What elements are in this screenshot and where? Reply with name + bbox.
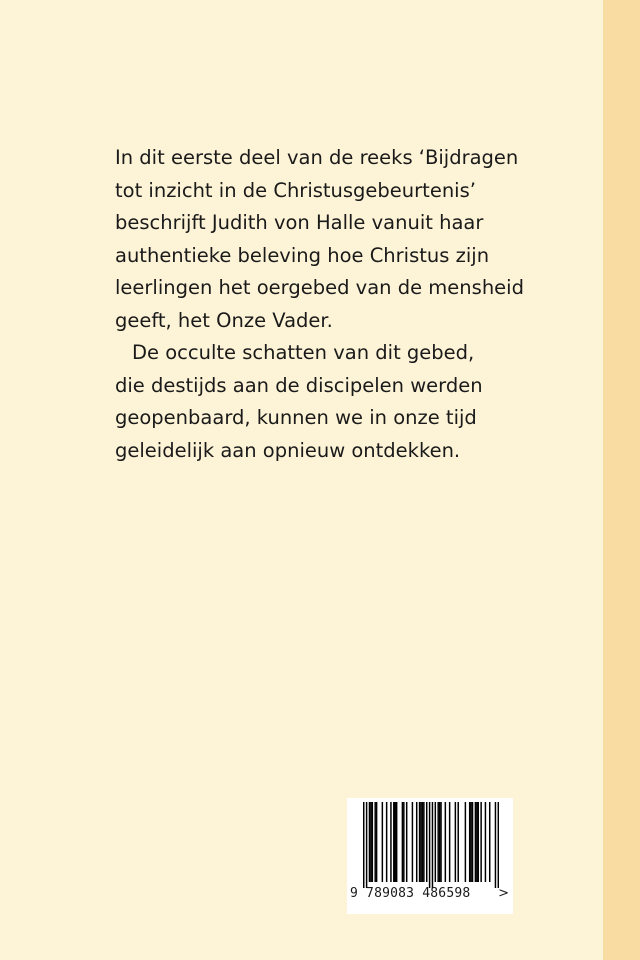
blurb-paragraph-1 (115, 142, 555, 337)
barcode-bar (420, 802, 421, 882)
barcode-bar (412, 802, 413, 882)
barcode-bar (470, 802, 471, 882)
isbn-barcode (347, 798, 513, 914)
spine-strip (603, 0, 640, 960)
barcode-bar (478, 802, 479, 882)
barcode-bar (422, 802, 423, 882)
barcode-bar (440, 802, 441, 882)
quiet-zone-marker: > (498, 886, 509, 901)
barcode-bar (386, 802, 387, 882)
barcode-bar (445, 802, 446, 882)
barcode-bar (366, 802, 367, 888)
barcode-bar (449, 802, 450, 882)
barcode-bar (439, 802, 440, 882)
barcode-bar (435, 802, 436, 882)
isbn-digits: 9 789083 486598 (350, 886, 471, 901)
barcode-bar (485, 802, 486, 882)
barcode-bar (369, 802, 370, 882)
barcode-bar (370, 802, 371, 882)
blurb-line: geopenbaard, kunnen we in onze tijd (115, 406, 477, 429)
barcode-bar (406, 802, 407, 882)
barcode-bar (376, 802, 377, 882)
barcode-bars (363, 802, 499, 888)
barcode-bar (455, 802, 456, 882)
barcode-bar (469, 802, 470, 882)
barcode-bar (382, 802, 383, 882)
barcode-bar (403, 802, 404, 882)
blurb-line: In dit eerste deel van de reeks ‘Bijdragen (115, 146, 519, 169)
barcode-bar (363, 802, 364, 888)
blurb-line: tot inzicht in de Christusgebeurtenis’ (115, 178, 476, 202)
barcode-bar (498, 802, 499, 888)
barcode-bar (495, 802, 496, 888)
blurb-line: geeft, het Onze Vader. (115, 308, 333, 332)
barcode-bar (465, 802, 466, 882)
barcode-bar (396, 802, 397, 882)
barcode-bar (374, 802, 375, 882)
barcode-bar (419, 802, 420, 882)
blurb-line: leerlingen het oergebed van de mensheid (115, 276, 524, 299)
barcode-bar (472, 802, 473, 882)
blurb-line: authentieke beleving hoe Christus zijn (115, 243, 490, 267)
barcode-bar (480, 802, 481, 882)
barcode-bar (475, 802, 476, 882)
barcode-bar (394, 802, 395, 882)
barcode-bar (476, 802, 477, 882)
barcode-bar (372, 802, 373, 882)
blurb-line: De occulte schatten van dit gebed, (132, 341, 475, 364)
barcode-bar (432, 802, 433, 888)
barcode-bar (423, 802, 424, 882)
blurb-line: geleidelijk aan opnieuw ontdekken. (115, 438, 461, 462)
barcode-bar (426, 802, 427, 882)
blurb-line: die destijds aan de discipelen werden (115, 373, 483, 397)
barcode-bar (402, 802, 403, 882)
barcode-bar (457, 802, 458, 882)
barcode-bar (437, 802, 438, 882)
blurb-paragraph-2 (115, 337, 555, 467)
blurb-line: beschrijft Judith von Halle vanuit haar (115, 211, 484, 234)
back-cover-blurb (115, 142, 555, 467)
barcode-bar (393, 802, 394, 882)
barcode-bar (489, 802, 490, 882)
barcode-bar (390, 802, 391, 882)
barcode-bar (416, 802, 417, 882)
barcode-bar (429, 802, 430, 888)
